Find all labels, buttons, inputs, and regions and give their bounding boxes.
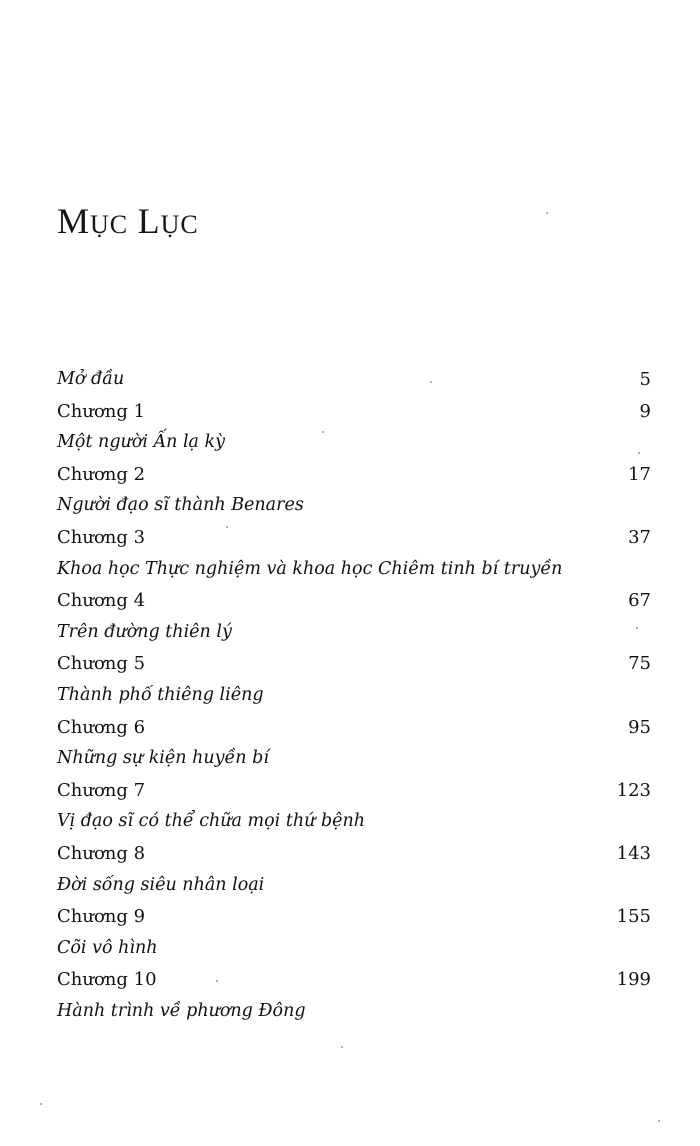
toc-chapter-row bbox=[57, 964, 651, 996]
toc-entry-label: Chương 5 bbox=[57, 653, 146, 675]
toc-entry-label: Chương 4 bbox=[57, 590, 146, 612]
toc-page-number: 75 bbox=[628, 653, 651, 675]
toc-page-number: 17 bbox=[628, 463, 651, 485]
toc-subtitle-row bbox=[57, 617, 651, 649]
title-rest-1: ỤC bbox=[90, 210, 129, 239]
toc-entry-label: Mở đầu bbox=[57, 369, 125, 389]
scan-speck bbox=[226, 526, 228, 528]
toc-entry-label: Một người Ấn lạ kỳ bbox=[57, 432, 226, 453]
toc-entry-label: Những sự kiện huyền bí bbox=[57, 748, 269, 769]
toc-entry-label: Trên đường thiên lý bbox=[57, 621, 232, 642]
scan-speck bbox=[658, 1120, 660, 1122]
toc-entry-label: Chương 1 bbox=[57, 400, 146, 422]
toc-entry-label: Chương 7 bbox=[57, 779, 146, 801]
scan-speck bbox=[636, 627, 638, 629]
toc-page-number: 155 bbox=[616, 906, 651, 928]
toc-entry-label: Cõi vô hình bbox=[57, 937, 158, 958]
toc-subtitle-row bbox=[57, 364, 651, 396]
title-initial-1: M bbox=[57, 201, 91, 241]
toc-page-number: 199 bbox=[616, 969, 651, 991]
scan-speck bbox=[341, 1046, 343, 1048]
scan-speck bbox=[322, 431, 324, 433]
toc-page-number: 37 bbox=[628, 526, 651, 548]
scan-speck bbox=[216, 980, 218, 982]
toc-subtitle-row bbox=[57, 743, 651, 775]
title-initial-2: L bbox=[137, 201, 161, 241]
scan-speck bbox=[430, 381, 432, 383]
toc-entry-label: Chương 3 bbox=[57, 526, 146, 548]
toc-subtitle-row bbox=[57, 806, 651, 838]
toc-chapter-row bbox=[57, 775, 651, 807]
toc-page-number: 67 bbox=[628, 590, 651, 612]
toc-entry-label: Chương 10 bbox=[57, 969, 157, 991]
toc-entry-label: Thành phố thiêng liêng bbox=[57, 684, 264, 705]
toc-entry-label: Hành trình về phương Đông bbox=[57, 1000, 306, 1021]
toc-entry-label: Chương 9 bbox=[57, 906, 146, 928]
toc-chapter-row bbox=[57, 838, 651, 870]
toc-chapter-row bbox=[57, 648, 651, 680]
toc-chapter-row bbox=[57, 396, 651, 428]
toc-subtitle-row bbox=[57, 680, 651, 712]
toc-chapter-row bbox=[57, 459, 651, 491]
toc-subtitle-row bbox=[57, 554, 651, 586]
table-of-contents bbox=[57, 364, 651, 1027]
toc-page-number: 9 bbox=[639, 400, 651, 422]
scan-speck bbox=[638, 452, 640, 454]
toc-chapter-row bbox=[57, 901, 651, 933]
toc-subtitle-row bbox=[57, 933, 651, 965]
toc-entry-label: Người đạo sĩ thành Benares bbox=[57, 495, 304, 516]
toc-entry-label: Chương 8 bbox=[57, 842, 146, 864]
scan-speck bbox=[546, 212, 548, 214]
toc-subtitle-row bbox=[57, 427, 651, 459]
toc-chapter-row bbox=[57, 585, 651, 617]
toc-page-number: 143 bbox=[616, 842, 651, 864]
toc-subtitle-row bbox=[57, 490, 651, 522]
toc-page-number: 123 bbox=[616, 779, 651, 801]
toc-entry-label: Chương 6 bbox=[57, 716, 146, 738]
toc-entry-label: Vị đạo sĩ có thể chữa mọi thứ bệnh bbox=[57, 811, 366, 832]
toc-page-number: 5 bbox=[639, 369, 651, 390]
toc-chapter-row bbox=[57, 712, 651, 744]
toc-subtitle-row bbox=[57, 996, 651, 1028]
title-rest-2: ỤC bbox=[160, 210, 199, 239]
toc-entry-label: Khoa học Thực nghiệm và khoa học Chiêm tinh bí truyền bbox=[57, 558, 563, 579]
toc-page-number: 95 bbox=[628, 716, 651, 738]
toc-subtitle-row bbox=[57, 870, 651, 902]
scan-speck bbox=[40, 1103, 42, 1105]
toc-chapter-row bbox=[57, 522, 651, 554]
page-title bbox=[57, 200, 199, 242]
toc-entry-label: Chương 2 bbox=[57, 463, 146, 485]
toc-entry-label: Đời sống siêu nhân loại bbox=[57, 874, 265, 895]
